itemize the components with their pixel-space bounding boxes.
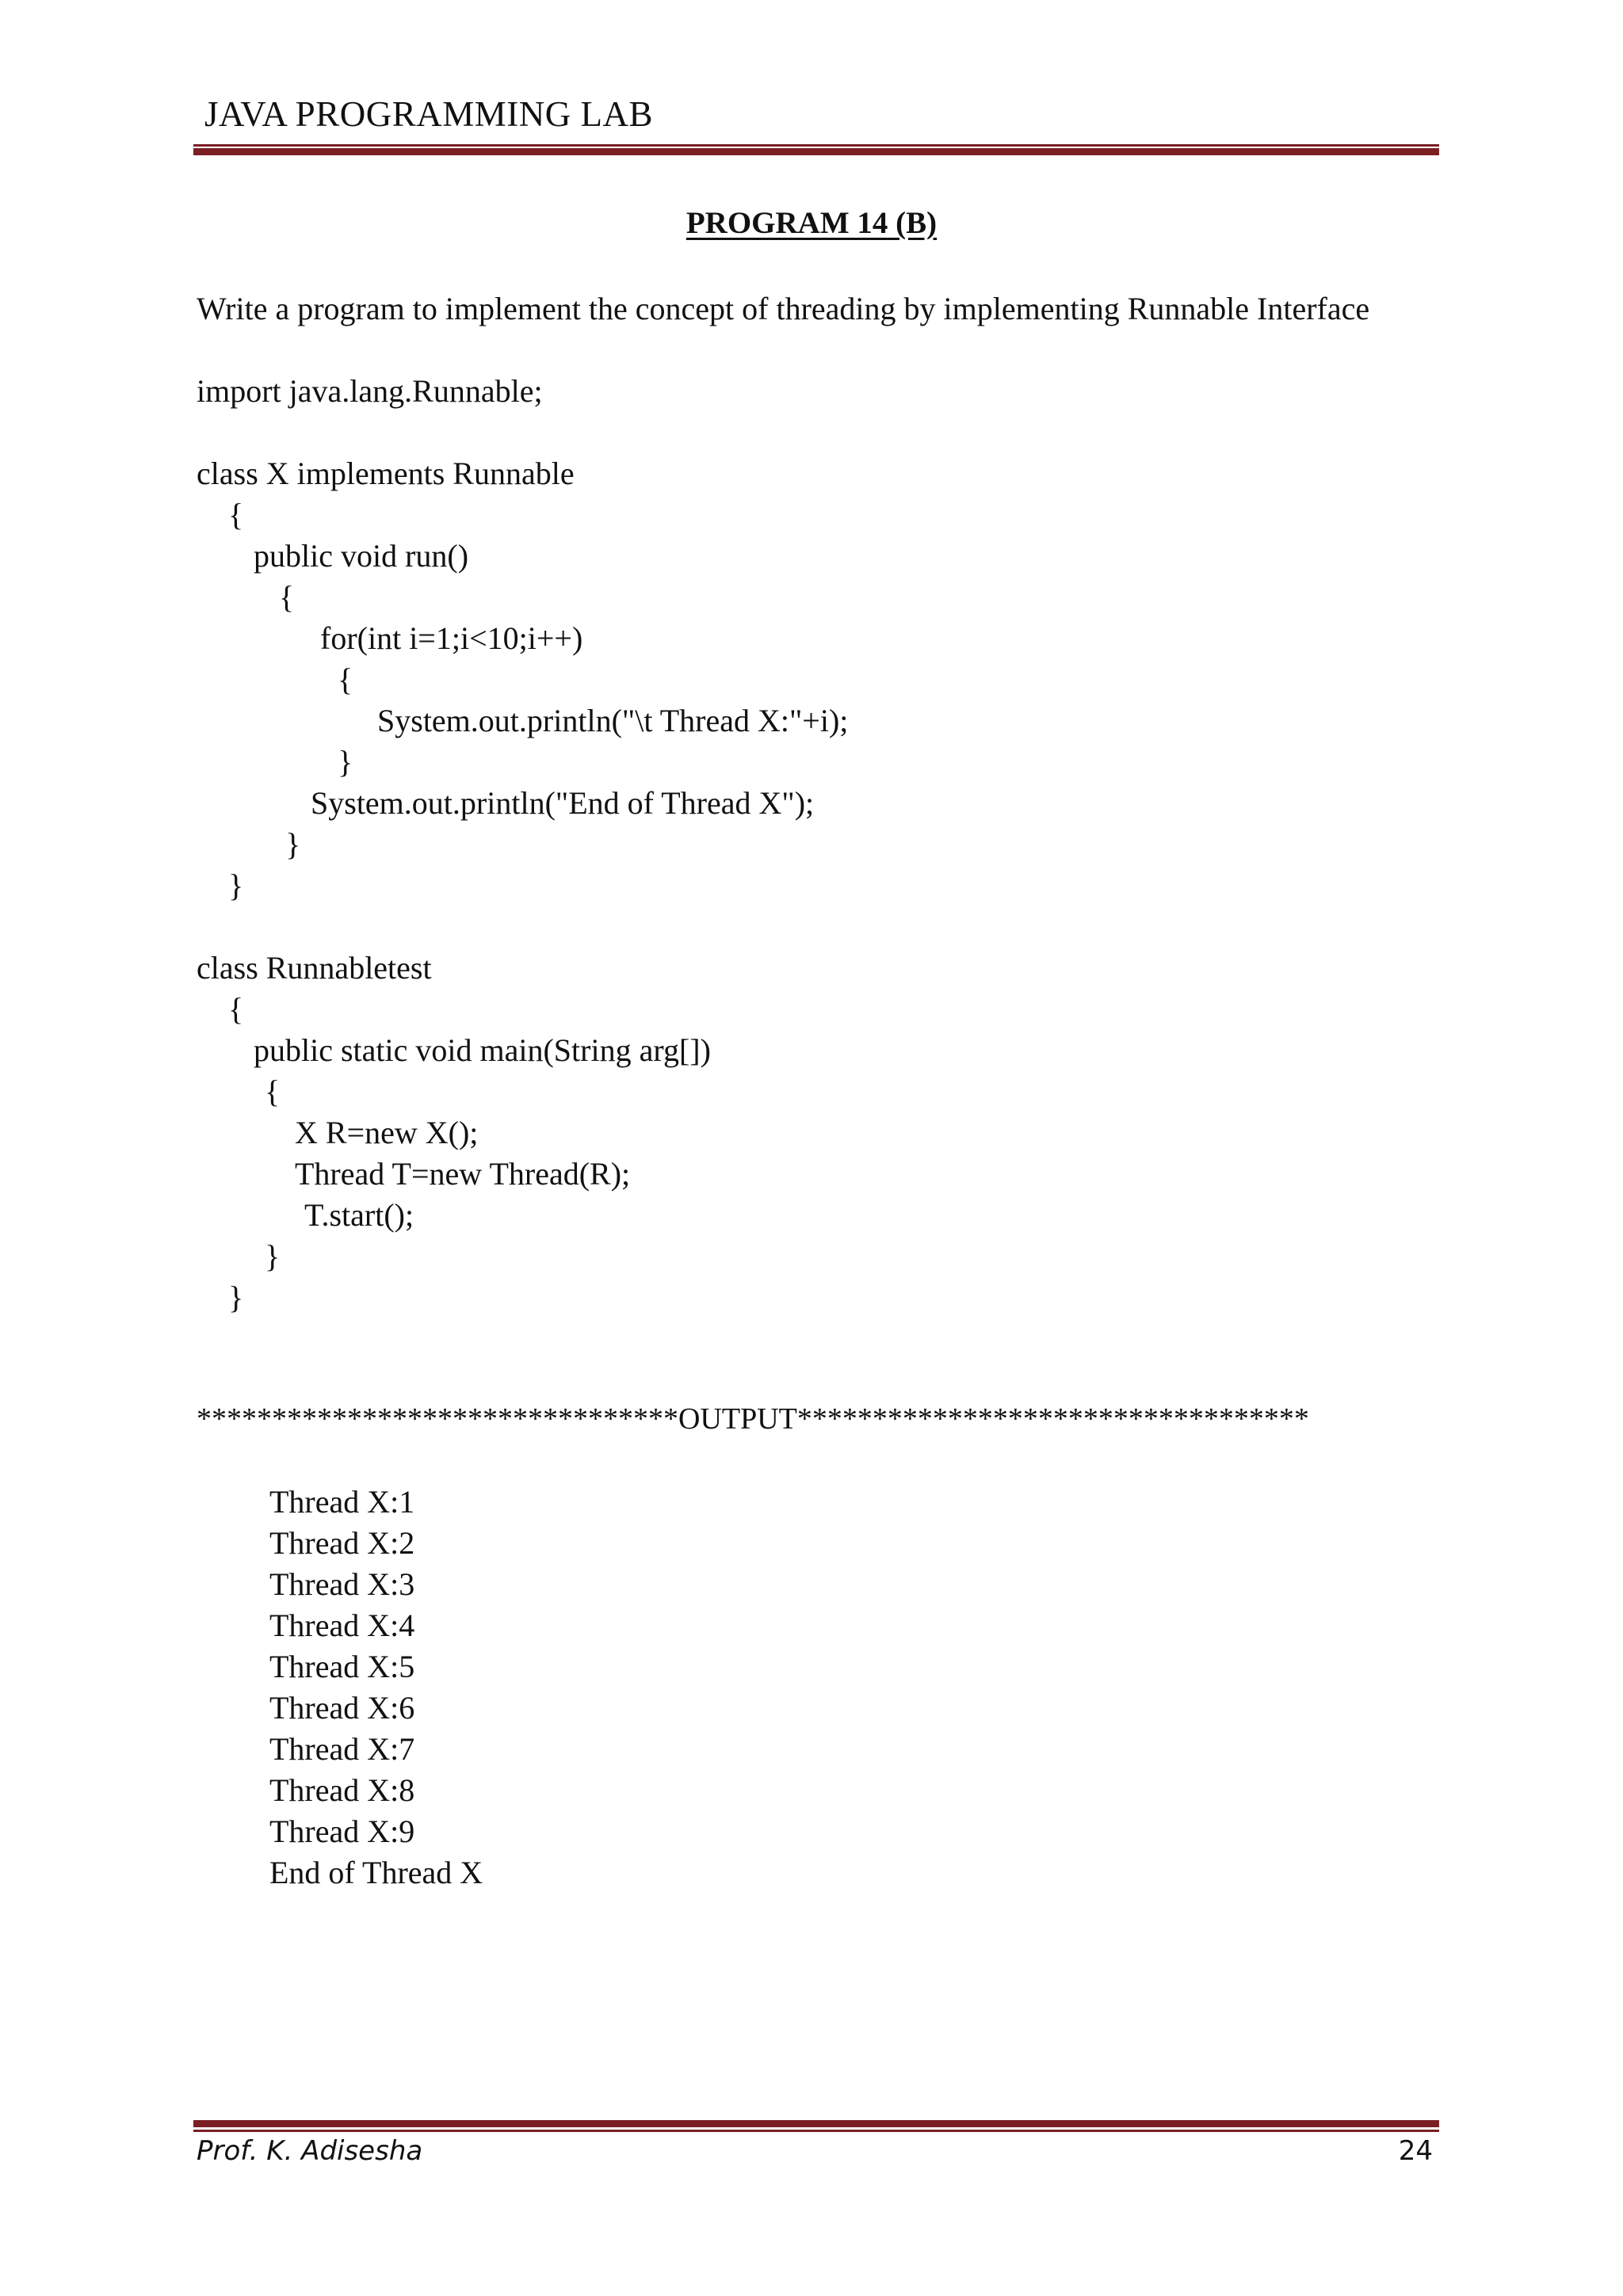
code-line: T.start(); <box>304 1197 414 1233</box>
code-line: System.out.println("End of Thread X"); <box>311 785 815 821</box>
page-number: 24 <box>1398 2135 1433 2167</box>
code-line: System.out.println("\t Thread X:"+i); <box>377 703 849 738</box>
output-line: End of Thread X <box>269 1855 483 1890</box>
code-line: X R=new X(); <box>295 1115 479 1150</box>
code-line: for(int i=1;i<10;i++) <box>320 620 583 656</box>
code-line: { <box>228 497 244 532</box>
code-line: { <box>279 579 295 615</box>
output-line: Thread X:6 <box>269 1690 415 1726</box>
header-rule-thick <box>193 148 1439 155</box>
header-rule-thin <box>193 144 1439 147</box>
code-line: class X implements Runnable <box>197 456 575 491</box>
output-line: Thread X:2 <box>269 1525 415 1561</box>
footer-rule-thin <box>193 2130 1439 2132</box>
code-line: } <box>228 868 244 903</box>
code-line: Thread T=new Thread(R); <box>295 1156 631 1192</box>
footer-rule-thick <box>193 2120 1439 2127</box>
code-line: public static void main(String arg[]) <box>254 1032 711 1068</box>
footer-author: Prof. K. Adisesha <box>197 2135 423 2167</box>
output-line: Thread X:9 <box>269 1814 415 1849</box>
code-line: } <box>265 1238 281 1274</box>
output-line: Thread X:4 <box>269 1608 415 1643</box>
code-line: import java.lang.Runnable; <box>197 373 543 409</box>
code-line: class Runnabletest <box>197 950 432 986</box>
code-line: { <box>265 1074 281 1109</box>
output-line: Thread X:8 <box>269 1772 415 1808</box>
output-line: Thread X:3 <box>269 1566 415 1602</box>
code-line: } <box>228 1280 244 1315</box>
code-line: } <box>338 744 353 780</box>
program-heading: PROGRAM 14 (B) <box>685 206 938 240</box>
code-line: public void run() <box>254 538 469 574</box>
output-separator: ********************************OUTPUT********************************** <box>197 1402 1309 1436</box>
header-title: JAVA PROGRAMMING LAB <box>204 94 653 134</box>
code-line: { <box>338 662 353 697</box>
code-line: { <box>228 991 244 1027</box>
output-line: Thread X:5 <box>269 1649 415 1684</box>
output-line: Thread X:1 <box>269 1484 415 1520</box>
program-description: Write a program to implement the concept of threading by implementing Runnable Interface <box>197 291 1370 326</box>
output-line: Thread X:7 <box>269 1731 415 1767</box>
code-line: } <box>285 826 301 862</box>
